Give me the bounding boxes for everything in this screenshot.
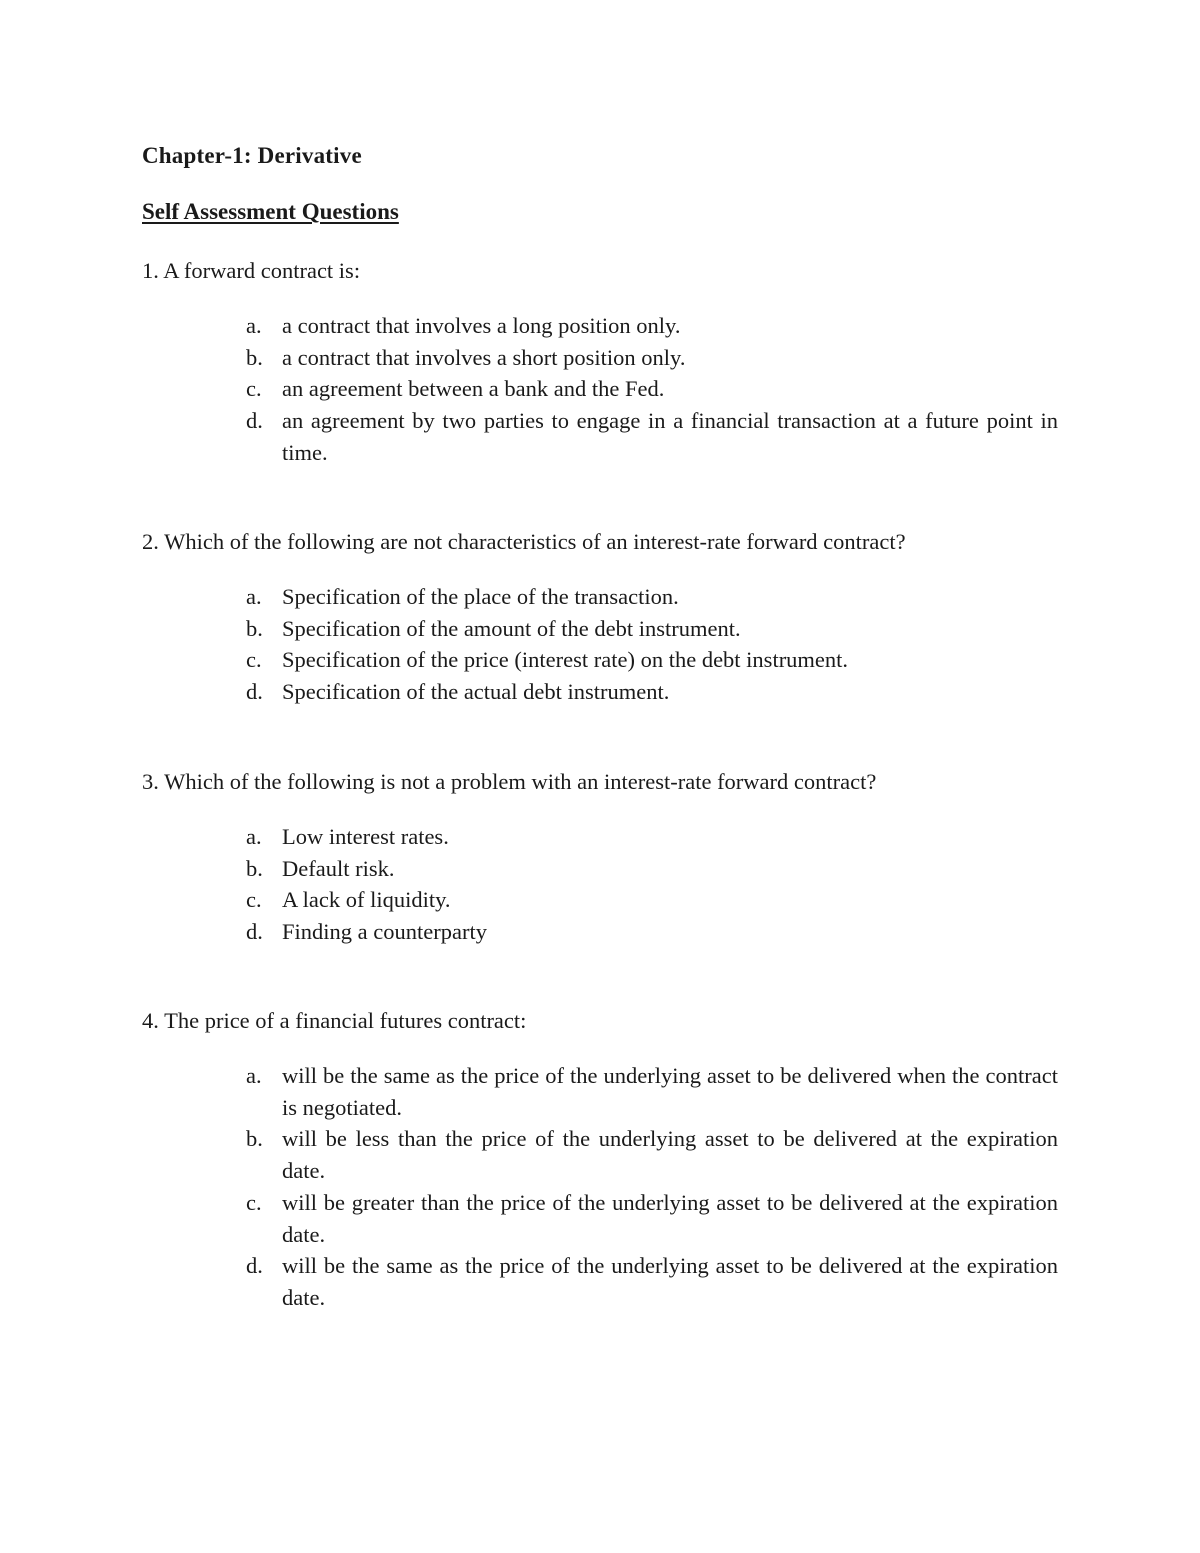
option-letter: d. [246, 1253, 263, 1279]
answer-option [142, 644, 1058, 676]
question-1 [142, 255, 1058, 491]
option-text: Specification of the amount of the debt instrument. [282, 615, 741, 641]
option-text: will be the same as the price of the underlying asset to be delivered when the contract is negotiated. [282, 1063, 1058, 1120]
option-text: will be less than the price of the underlying asset to be delivered at the expiration date. [282, 1126, 1058, 1184]
option-letter: d. [246, 679, 263, 705]
question-2 [142, 526, 1058, 730]
answer-option [142, 405, 1058, 468]
answer-option [142, 916, 1058, 948]
answer-option [142, 613, 1058, 645]
question-3 [142, 766, 1058, 970]
option-text: will be the same as the price of the underlying asset to be delivered at the expiration date. [282, 1253, 1058, 1310]
question-4 [142, 1005, 1058, 1336]
option-letter: c. [246, 376, 262, 402]
option-letter: a. [246, 1063, 262, 1088]
option-text: A lack of liquidity. [282, 887, 451, 913]
answer-option [142, 884, 1058, 916]
option-letter: d. [246, 919, 263, 945]
option-text: Specification of the price (interest rate) on the debt instrument. [282, 647, 849, 673]
option-text: Low interest rates. [282, 824, 449, 849]
section-title: Self Assessment Questions [142, 199, 399, 224]
answer-option [142, 581, 1058, 613]
option-text: an agreement by two parties to engage in a financial transaction at a future point in time. [282, 408, 1058, 465]
option-letter: b. [246, 344, 263, 370]
chapter-title: Chapter-1: Derivative [142, 143, 362, 168]
option-letter: a. [246, 824, 262, 849]
option-letter: c. [246, 647, 262, 673]
answer-option [142, 373, 1058, 405]
answer-options [142, 310, 1058, 469]
option-letter: b. [246, 615, 263, 641]
answer-option [142, 676, 1058, 708]
option-letter: a. [246, 584, 262, 609]
option-letter: a. [246, 313, 262, 338]
option-letter: b. [246, 855, 263, 881]
answer-options [142, 581, 1058, 708]
option-letter: d. [246, 408, 263, 434]
question-stem: 2. Which of the following are not characteristics of an interest-rate forward contract? [142, 529, 906, 554]
answer-option [142, 853, 1058, 885]
answer-option [142, 821, 1058, 853]
option-text: Specification of the actual debt instrument. [282, 679, 670, 705]
question-stem: 3. Which of the following is not a problem with an interest-rate forward contract? [142, 769, 877, 794]
option-text: an agreement between a bank and the Fed. [282, 376, 665, 402]
option-letter: c. [246, 1189, 262, 1215]
question-stem: 4. The price of a financial futures contract: [142, 1008, 527, 1033]
option-letter: c. [246, 887, 262, 913]
option-text: a contract that involves a long position only. [282, 313, 681, 338]
option-text: Default risk. [282, 855, 395, 881]
answer-option [142, 1060, 1058, 1123]
option-letter: b. [246, 1126, 263, 1152]
option-text: Specification of the place of the transaction. [282, 584, 679, 609]
option-text: will be greater than the price of the underlying asset to be delivered at the expiration date. [282, 1189, 1058, 1247]
option-text: a contract that involves a short position only. [282, 344, 686, 370]
answer-option [142, 342, 1058, 374]
answer-option [142, 1123, 1058, 1186]
answer-options [142, 821, 1058, 948]
answer-option [142, 1187, 1058, 1250]
question-stem: 1. A forward contract is: [142, 258, 361, 283]
answer-options [142, 1060, 1058, 1314]
option-text: Finding a counterparty [282, 919, 487, 945]
answer-option [142, 1250, 1058, 1313]
answer-option [142, 310, 1058, 342]
